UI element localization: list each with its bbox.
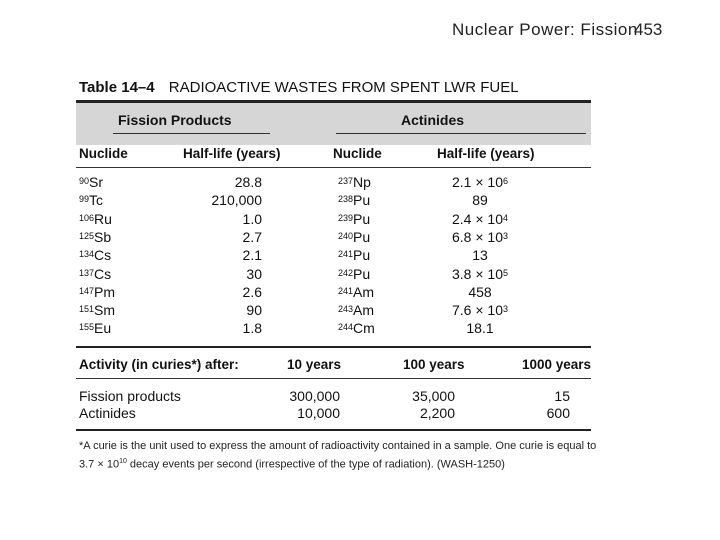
activity-period-100: 100 years bbox=[403, 357, 465, 372]
actinide-halflife: $2.1 \times 10^6$ bbox=[451, 174, 508, 190]
col-header-halflife: Half-life (years) bbox=[183, 146, 281, 161]
actinide-nuclide: $^{239}$Pu bbox=[338, 210, 371, 227]
activity-value: 35,000 bbox=[412, 388, 455, 404]
footnote-line-1: *A curie is the unit used to express the amount of radioactivity contained in a sample. One curie is equal to bbox=[79, 440, 597, 452]
actinide-nuclide: $^{241}$Pu bbox=[338, 247, 371, 264]
actinide-halflife: 458 bbox=[468, 283, 492, 300]
fission-halflife: 90 bbox=[246, 302, 262, 319]
group-fission-products: Fission Products bbox=[118, 112, 232, 128]
activity-value: 15 bbox=[554, 388, 570, 404]
header-rule bbox=[76, 167, 591, 168]
actinide-halflife: 18.1 bbox=[466, 320, 494, 337]
col-header-halflife-actinides: Half-life (years) bbox=[437, 146, 535, 161]
fission-nuclide: $^{99}$Tc bbox=[79, 192, 104, 209]
actinide-nuclide: $^{244}$Cm bbox=[338, 320, 375, 337]
running-header: Nuclear Power: Fission bbox=[452, 20, 638, 39]
fission-nuclide: $^{125}$Sb bbox=[79, 228, 112, 245]
group-underline-fission bbox=[113, 133, 270, 134]
activity-value: 300,000 bbox=[289, 388, 340, 404]
col-header-nuclide: Nuclide bbox=[79, 146, 128, 161]
footnote-line-2: $3.7 \times 10^{10}$ decay events per second (irrespective of the type of radiation). (WASH-1250) bbox=[79, 458, 505, 471]
activity-value: 600 bbox=[546, 405, 570, 421]
actinide-halflife: $7.6 \times 10^3$ bbox=[451, 302, 508, 319]
actinide-nuclide: $^{237}$Np bbox=[338, 174, 371, 190]
actinide-nuclide: $^{241}$Am bbox=[338, 283, 375, 300]
activity-header-rule bbox=[76, 378, 591, 379]
actinide-halflife: 13 bbox=[472, 247, 488, 264]
activity-label: Activity (in curies*) after: bbox=[79, 357, 239, 372]
page-number: 453 bbox=[634, 20, 663, 39]
fission-halflife: 30 bbox=[246, 265, 262, 282]
actinide-nuclide: $^{242}$Pu bbox=[338, 265, 371, 282]
col-header-nuclide-actinides: Nuclide bbox=[333, 146, 382, 161]
actinide-halflife: $6.8 \times 10^3$ bbox=[451, 228, 508, 245]
activity-row-label: Actinides bbox=[79, 405, 136, 421]
fission-nuclide: $^{134}$Cs bbox=[79, 247, 112, 264]
fission-halflife: 1.8 bbox=[242, 320, 262, 337]
fission-halflife: 210,000 bbox=[211, 192, 262, 209]
table-title: RADIOACTIVE WASTES FROM SPENT LWR FUEL bbox=[168, 79, 519, 96]
fission-nuclide: $^{137}$Cs bbox=[79, 265, 112, 282]
fission-halflife: 2.7 bbox=[242, 228, 262, 245]
activity-value: 2,200 bbox=[419, 405, 455, 421]
fission-halflife: 1.0 bbox=[242, 210, 262, 227]
actinide-nuclide: $^{240}$Pu bbox=[338, 228, 371, 245]
fission-nuclide: $^{147}$Pm bbox=[79, 283, 116, 300]
fission-nuclide: $^{106}$Ru bbox=[79, 210, 112, 227]
activity-row-label: Fission products bbox=[79, 388, 181, 404]
activity-period-10: 10 years bbox=[287, 357, 342, 372]
fission-halflife: 2.1 bbox=[242, 247, 262, 264]
body-bottom-rule bbox=[76, 346, 591, 348]
actinide-nuclide: $^{238}$Pu bbox=[338, 192, 371, 209]
fission-nuclide: $^{155}$Eu bbox=[79, 320, 112, 337]
table-number: Table 14–4 bbox=[79, 79, 155, 96]
actinide-halflife: 89 bbox=[472, 192, 488, 209]
fission-halflife: 2.6 bbox=[242, 283, 262, 300]
activity-period-1000: 1000 years bbox=[522, 357, 592, 372]
fission-nuclide: $^{151}$Sm bbox=[79, 302, 116, 319]
actinide-halflife: $2.4 \times 10^4$ bbox=[451, 210, 508, 227]
actinide-halflife: $3.8 \times 10^5$ bbox=[451, 265, 508, 282]
activity-value: 10,000 bbox=[297, 405, 340, 421]
fission-halflife: 28.8 bbox=[234, 174, 262, 190]
fission-nuclide: $^{90}$Sr bbox=[79, 174, 104, 190]
table-caption bbox=[79, 79, 519, 96]
actinide-nuclide: $^{243}$Am bbox=[338, 302, 375, 319]
group-underline-actinides bbox=[336, 133, 586, 134]
group-actinides: Actinides bbox=[401, 112, 465, 128]
table-bottom-rule bbox=[76, 429, 591, 431]
